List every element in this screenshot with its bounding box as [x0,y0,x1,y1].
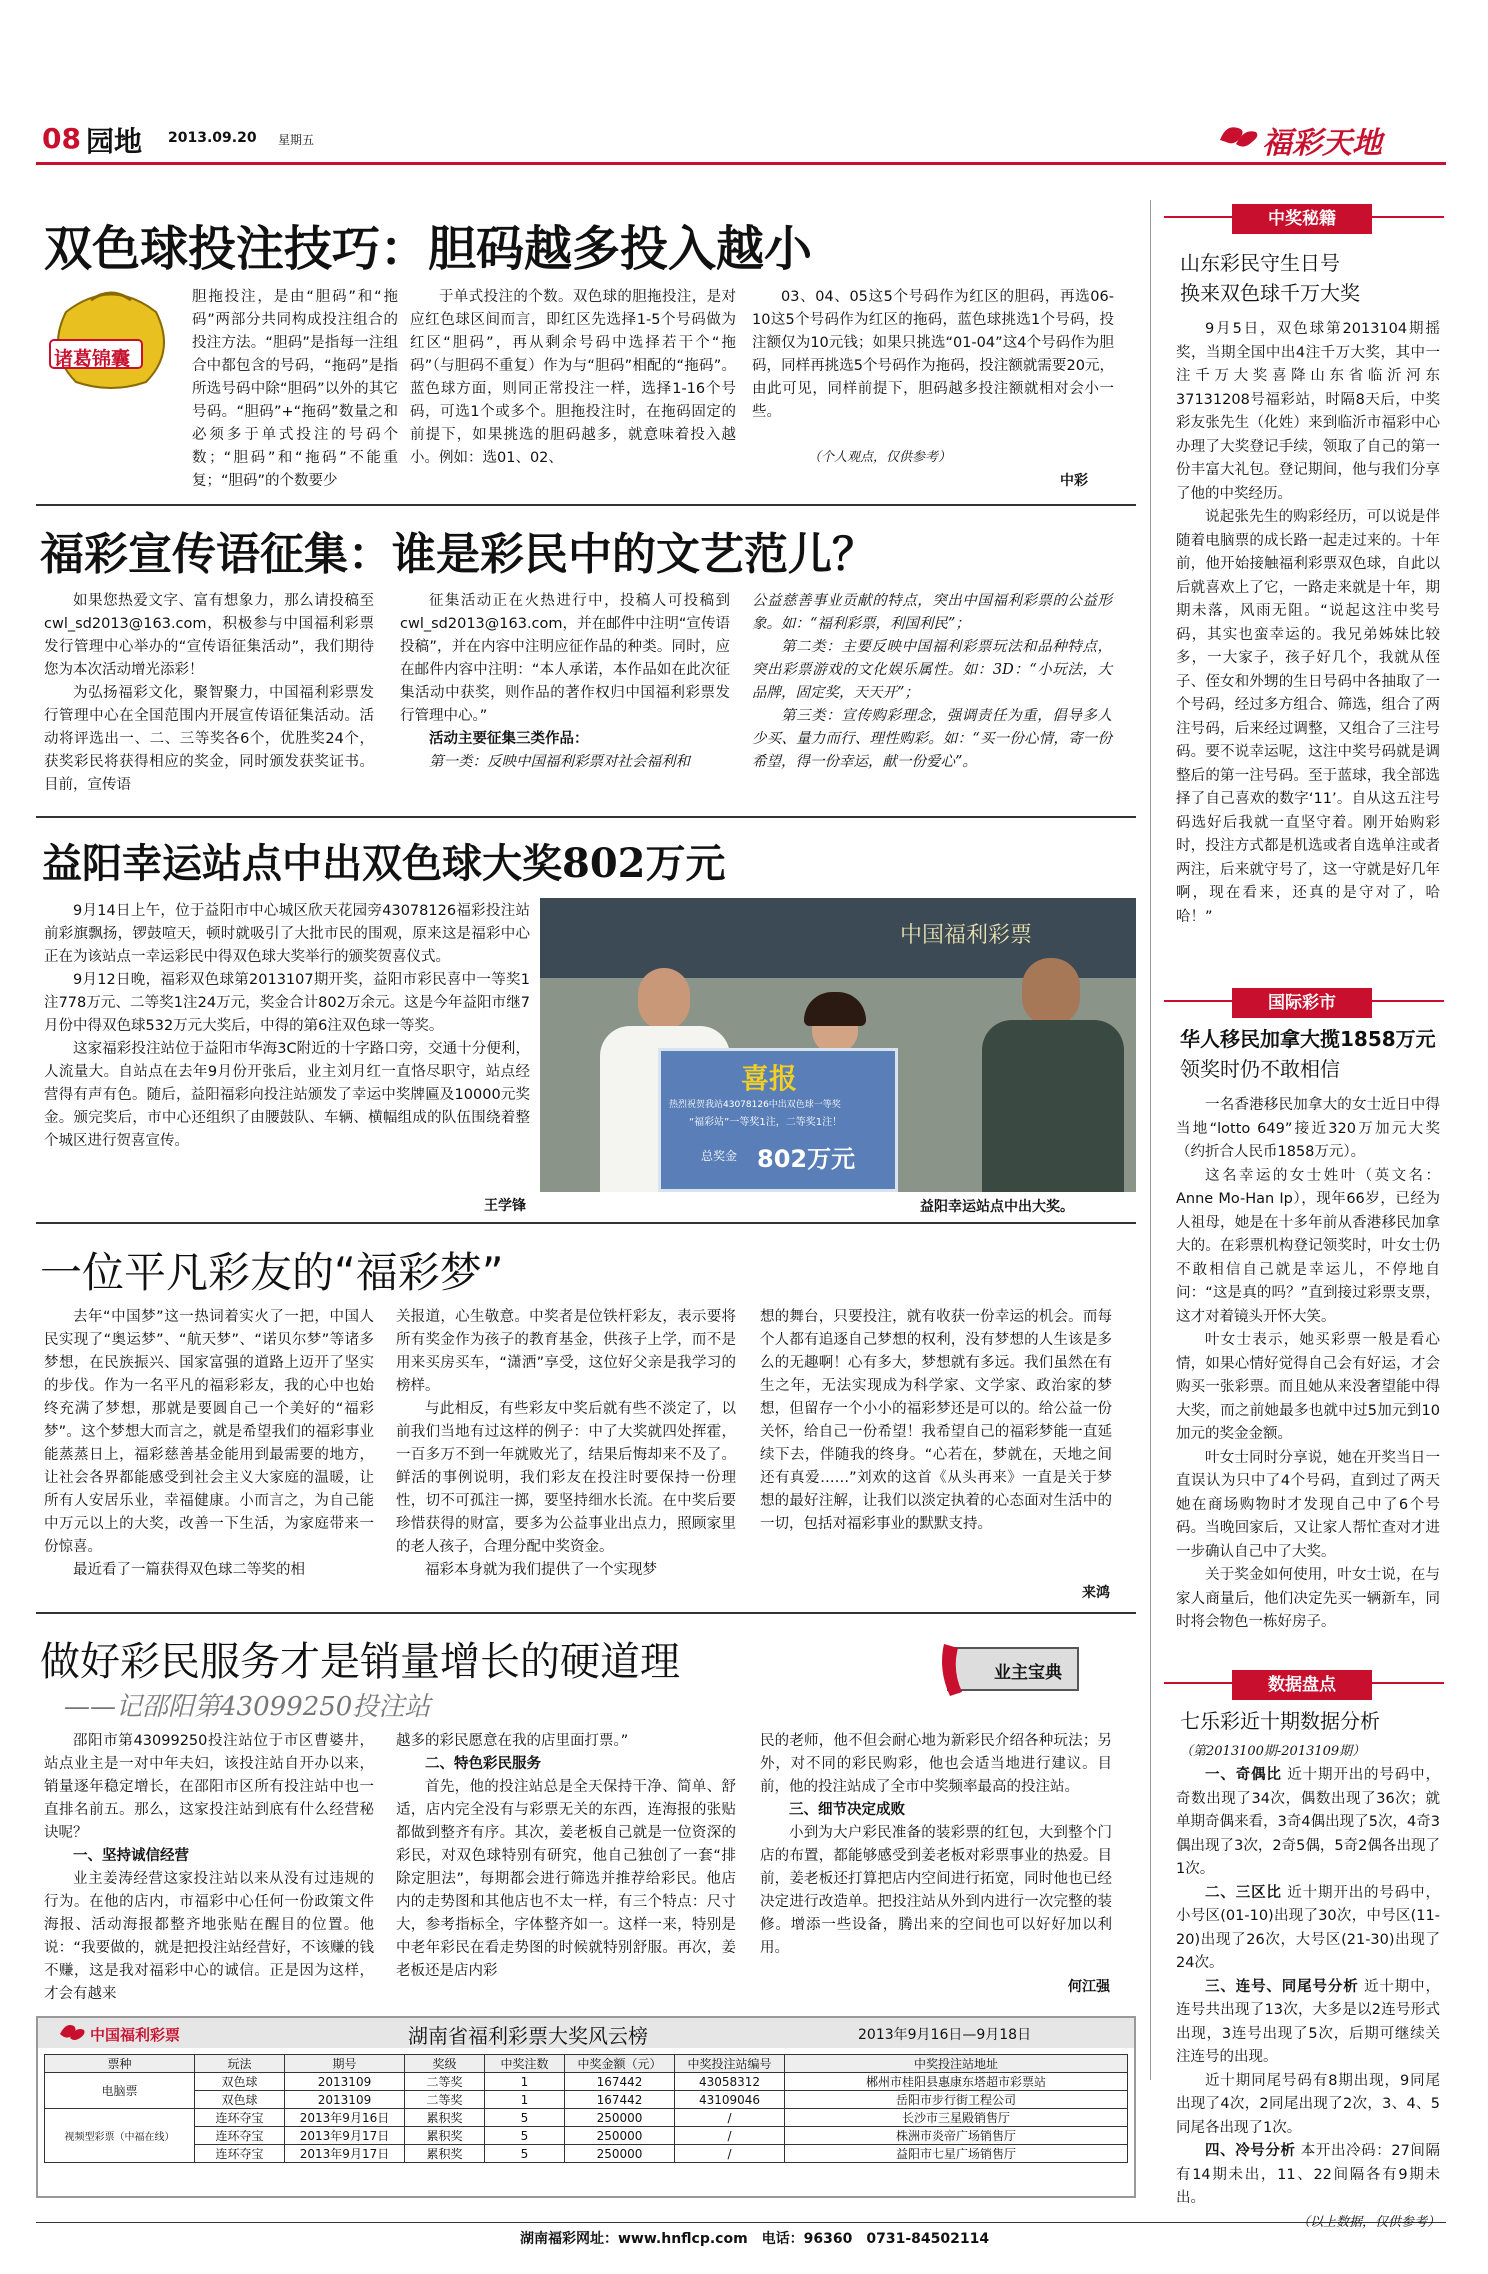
col-header-prize-level: 奖级 [405,2055,485,2073]
sidebar-sec3-i1: 近十期开出的号码中，奇数出现了34次，偶数出现了36次；就单期奇偶来看，3奇4偶出现了5次，4奇3偶出现了3次，2奇5偶，5奇2偶各出现了1次。 [1176,1767,1440,1877]
article2-col3-p3: 第三类：宣传购彩理念，强调责任为重，倡导多人少买、量力而行、理性购彩。如：“买一份心情，寄一份希望，得一份幸运，献一份爱心”。 [752,708,1112,770]
table-cell: 43109046 [675,2091,785,2109]
table-header-row [45,2055,1128,2073]
table-cell: 250000 [565,2109,675,2127]
table-row [45,2109,1128,2127]
article1-col3 [752,286,1114,462]
sidebar-sec2-p1: 一名香港移民加拿大的女士近日中得当地“lotto 649”接近320万加元大奖（约折合人民币1858万元）。 [1176,1097,1440,1160]
person-right [978,958,1128,1192]
table-cell: 1 [485,2073,565,2091]
article5-col2-p0: 越多的彩民愿意在我的店里面打票。” [396,1733,629,1749]
article4-col2-p3: 福彩本身就为我们提供了一个实现梦 [425,1562,657,1578]
masthead-rule [36,162,1446,165]
article4-col3 [760,1306,1112,1606]
sidebar-sec3-item3 [1176,1976,1440,2070]
lottery-table [44,2054,1128,2163]
article2-col2-p1: 征集活动正在火热进行中，投稿人可投稿到cwl_sd2013@163.com，并在邮件中注明“宣传语投稿”，并在内容中注明应征作品的种类。同时，应在邮件内容中注明：“本人承诺，本作品如在此次征集活动中获奖，则作品的著作权归中国福利彩票发行管理中心。” [400,593,730,724]
issue-weekday: 星期五 [278,133,315,147]
table-wrapper [44,2054,1128,2163]
article5-title: 做好彩民服务才是销量增长的硬道理 [40,1639,680,1685]
article4-col2-p2: 与此相反，有些彩友中奖后就有些不淡定了，以前我们当地有过这样的例子：中了大奖就四处挥霍，一百多万不到一年就败光了，结果后悔却来不及了。鲜活的事例说明，我们彩友在投注时要保持一份理性，切不可孤注一掷，要坚持细水长流。在中奖后要珍惜获得的财富，要多为公益事业出点力，照顾家里的老人孩子，合理分配中奖资金。 [396,1401,736,1555]
table-cell: 岳阳市步行街工程公司 [785,2091,1128,2109]
article5-tag [938,1640,1088,1700]
table-cell: 累积奖 [405,2127,485,2145]
article1-col2-text: 于单式投注的个数。双色球的胆拖投注，是对应红色球区间而言，即红区先选择1-5个号码做为红区“胆码”，再从剩余号码中选择若干个“拖码”（与胆码不重复）作为与“胆码”相配的“拖码”。蓝色球方面，则同正常投注一样，选择1-16个号码，可选1个或多个。胆拖投注时，在拖码固定的前提下，如果挑选的胆码越多，就意味着投入越小。例如：选01、02、 [410,289,736,466]
article3-p1: 9月14日上午，位于益阳市中心城区欣天花园旁43078126福彩投注站前彩旗飘扬，锣鼓喧天，顿时就吸引了大批市民的围观，原来这是福彩中心正在为该站点一幸运彩民中得双色球大奖举行的颁奖贺喜仪式。 [44,903,530,965]
article2-col1-p1: 如果您热爱文字、富有想象力，那么请投稿至cwl_sd2013@163.com，积极参与中国福利彩票发行管理中心举办的“宣传语征集活动”，我们期待您为本次活动增光添彩！ [44,593,374,678]
table-cell: 益阳市七星广场销售厅 [785,2145,1128,2163]
lottery-table-box [36,2016,1136,2198]
table-title: 湖南省福利彩票大奖风云榜 [408,2024,648,2048]
article5-col2-h2: 二、特色彩民服务 [425,1756,541,1772]
table-cell: 连环夺宝 [195,2145,285,2163]
table-logo-icon [58,2022,86,2048]
table-cell: 累积奖 [405,2109,485,2127]
article1-title: 双色球投注技巧：胆码越多投入越小 [44,221,813,277]
sidebar-sec3-i3-head: 三、连号、同尾号分析 [1205,1978,1359,1995]
table-cell: 累积奖 [405,2145,485,2163]
article1-byline: 中彩 [1060,473,1088,489]
article2-col1 [44,590,374,810]
article5-col2-p1: 首先，他的投注站总是全天保持干净、简单、舒适，店内完全没有与彩票无关的东西，连海报的张贴都做到整齐有序。其次，姜老板自己就是一位资深的彩民，对双色球特别有研究，他自己独创了一套“排除定胆法”，每期都会进行筛选并推荐给彩民。他店内的走势图和其他店也不太一样，有三个特点：尺寸大，参考指标全，字体整齐如一。这样一来，特别是中老年彩民在看走势图的时候就特别舒服。再次，姜老板还是店内彩 [396,1779,736,1979]
article2-col2 [400,590,730,810]
table-logo-text: 中国福利彩票 [90,2026,181,2044]
article5-col1-p1: 邵阳市第43099250投注站位于市区曹婆井，站点业主是一对中年夫妇，该投注站自开办以来，销量逐年稳定增长，在邵阳市区所有投注站中也一直排名前五。那么，这家投注站到底有什么经营秘诀呢？ [44,1733,374,1841]
article3-rule [36,1222,1136,1224]
article2-col3-p1: 公益慈善事业贡献的特点，突出中国福利彩票的公益形象。如：“福利彩票，利国利民”； [752,593,1112,632]
article5-col3-h3: 三、细节决定成败 [789,1802,905,1818]
table-row [45,2091,1128,2109]
article3-photo-caption: 益阳幸运站点中出大奖。 [920,1199,1074,1215]
sidebar-sec3-i2: 近十期开出的号码中，小号区(01-10)出现了30次，中号区(11-20)出现了26次，大号区(21-30)出现了24次。 [1176,1884,1440,1971]
masthead [36,118,1446,160]
article1-col2 [410,286,736,494]
page-number: 08 [42,122,81,155]
article1-col1 [192,286,398,489]
award-board-amount: 802万元 [757,1145,856,1173]
table-cell: 2013年9月17日 [285,2145,405,2163]
sidebar-sec3-item2 [1176,1882,1440,1976]
article5-col2 [396,1730,736,1998]
footer-text: 湖南福彩网址：www.hnflcp.com 电话：96360 0731-84502114 [520,2231,990,2247]
article5-byline: 何江强 [1068,1979,1110,1995]
sidebar-sec3-i3b: 近十期同尾号码有8期出现，9同尾出现了4次，2同尾出现了2次，3、4、5同尾各出现了1次。 [1176,2072,1440,2136]
article5-col3-p1: 小到为大户彩民准备的装彩票的红包，大到整个门店的布置，都能够感受到姜老板对彩票事业的热爱。目前，姜老板还打算把店内空间进行拓宽，同时他也已经决定进行改造单。把投注站从外到内进行一次完整的装修。增添一些设备，腾出来的空间也可以好好加以利用。 [760,1825,1112,1956]
table-cell: 5 [485,2109,565,2127]
table-cell: 2013年9月16日 [285,2109,405,2127]
sidebar-sec3-note: （以上数据，仅供参考） [1296,2214,1440,2230]
sidebar-sec2-title1: 华人移民加拿大揽1858万元 [1180,1027,1436,1051]
article2-col1-p2: 为弘扬福彩文化，聚智聚力，中国福利彩票发行管理中心在全国范围内开展宣传语征集活动。活动将评选出一、二、三等奖各6个，优胜奖24个，获奖彩民将获得相应的奖金，同时颁发获奖证书。目前，宣传语 [44,685,374,793]
article5-col3 [760,1730,1112,1998]
article5-tag-label: 业主宝典 [994,1663,1062,1683]
table-cell: 双色球 [195,2091,285,2109]
issue-date: 2013.09.20 [168,130,257,146]
sidebar-sec3-i1-head: 一、奇偶比 [1205,1767,1282,1783]
article5-col1-p2: 业主姜涛经营这家投注站以来从没有过违规的行为。在他的店内，市福彩中心任何一份政策文件海报、活动海报都整齐地张贴在醒目的位置。他说：“我要做的，就是把投注站经营好，不该赚的钱不赚，这是我对福彩中心的诚信。正是因为这样，才会有越来 [44,1871,374,2002]
article4-col1-p2: 最近看了一篇获得双色球二等奖的相 [73,1562,305,1578]
col-header-winning-count: 中奖注数 [485,2055,565,2073]
sidebar-sec2-title2: 领奖时仍不敢相信 [1180,1057,1340,1081]
table-cell: 1 [485,2091,565,2109]
group-name-video: 视频型彩票（中福在线） [45,2109,195,2163]
sidebar-sec3-i4: 本开出冷码：27间隔有14期未出，11、22间隔各有9期未出。 [1176,2143,1441,2206]
award-board-label: 总奖金 [701,1149,738,1163]
sidebar-sec1-text [1176,318,1440,982]
sidebar-sec3-item1 [1176,1764,1440,1882]
sidebar-sec3-tag: 数据盘点 [1232,1670,1372,1700]
article4-byline: 来鸿 [1082,1585,1110,1601]
sidebar-divider [1150,200,1151,2080]
table-cell: 167442 [565,2091,675,2109]
article1-logo-text: 诸葛锦囊 [54,348,131,370]
article1-rule [36,504,1136,506]
sidebar-sec1-title2: 换来双色球千万大奖 [1180,281,1360,305]
sidebar-sec1-p2: 说起张先生的购彩经历，可以说是伴随着电脑票的成长路一起走过来的。十年前，他开始接触福利彩票双色球，自此以后就喜欢上了它，一路走来就是十年，期期未落，风雨无阻。“说起这注中奖号码，其实也蛮幸运的。我兄弟姊妹比较多，一大家子，孩子好几个，我就从侄子、侄女和外甥的生日号码中各抽取了一个号码，经过多方组合、筛选，组合了两注号码，后来经过调整，又组合了三注号码。要不说幸运呢，这注中奖号码就是调整后的第一注号码。至于蓝球，我全部选择了自己喜欢的数字‘11’。自从这五注号码选好后我就一直坚守着。刚开始购彩时，投注方式都是机选或者自选单注或者两注，后来就守号了，这一守就是好几年啊，现在看来，还真的是守对了，哈哈！” [1176,509,1440,925]
table-cell: 2013109 [285,2091,405,2109]
sidebar-sec2-p5: 关于奖金如何使用，叶女士说，在与家人商量后，他们决定先买一辆新车，同时将会物色一栋好房子。 [1176,1567,1440,1630]
table-cell: / [675,2127,785,2145]
col-header-amount: 中奖金额（元） [565,2055,675,2073]
sidebar-sec1-tag: 中奖秘籍 [1232,204,1372,234]
sidebar-sec1-p1: 9月5日，双色球第2013104期摇奖，当期全国中出4注千万大奖，其中一注千万大奖喜降山东省临沂河东37131208号福彩站，时隔8天后，中奖彩友张先生（化姓）来到临沂市福彩中心办理了大奖登记手续，领取了自己的第一份丰富大礼包。登记期间，他与我们分享了他的中奖经历。 [1176,321,1440,502]
sidebar-sec3-item4 [1176,2140,1440,2211]
table-row [45,2073,1128,2091]
award-board [658,1048,898,1192]
article4-rule [36,1612,1136,1614]
article2-col2-cat1: 第一类：反映中国福利彩票对社会福利和 [429,754,690,770]
col-header-station-address: 中奖投注站地址 [785,2055,1128,2073]
table-cell: 连环夺宝 [195,2127,285,2145]
table-cell: 250000 [565,2145,675,2163]
article5-col3-p0: 民的老师，他不但会耐心地为新彩民介绍各种玩法；另外，对不同的彩民购彩，他也会适当地进行建议。目前，他的投注站成了全市中奖频率最高的投注站。 [760,1733,1112,1795]
table-cell: 5 [485,2145,565,2163]
col-header-station-id: 中奖投注站编号 [675,2055,785,2073]
table-cell: 郴州市桂阳县惠康东塔超市彩票站 [785,2073,1128,2091]
article1-col1-text: 胆拖投注，是由“胆码”和“拖码”两部分共同构成投注组合的投注方法。“胆码”是指每一注组合中都包含的号码，“拖码”是指所选号码中除“胆码”以外的其它号码。“胆码”+“拖码”数量之和必须多于单式投注的号码个数；“胆码”和“拖码”不能重复；“胆码”的个数要少 [192,289,398,489]
col-header-ticket-type: 票种 [45,2055,195,2073]
group-name-computer: 电脑票 [45,2073,195,2109]
table-cell: / [675,2109,785,2127]
col-header-game: 玩法 [195,2055,285,2073]
article2-col3 [752,590,1112,810]
article4-title: 一位平凡彩友的“福彩梦” [40,1248,504,1297]
article3-text [44,900,530,1210]
article5-col1 [44,1730,374,2002]
table-cell: 5 [485,2127,565,2145]
table-cell: 二等奖 [405,2073,485,2091]
article2-rule [36,816,1136,818]
table-cell: 株洲市炎帝广场销售厅 [785,2127,1128,2145]
table-row [45,2145,1128,2163]
table-cell: / [675,2145,785,2163]
col-header-issue: 期号 [285,2055,405,2073]
article1-note: （个人观点，仅供参考） [808,450,952,465]
table-cell: 167442 [565,2073,675,2091]
award-board-line2: “福彩站”一等奖1注，二等奖1注！ [689,1117,843,1128]
photo-sign-text: 中国福利彩票 [900,923,1033,948]
sidebar-sec3-text [1176,1764,1441,2230]
article4-col1 [44,1306,374,1606]
table-cell: 双色球 [195,2073,285,2091]
article2-title: 福彩宣传语征集：谁是彩民中的文艺范儿？ [40,529,876,580]
sidebar-sec2-p4: 叶女士同时分享说，她在开奖当日一直误认为只中了4个号码，直到过了两天她在商场购物时才发现自己中了6个号码。当晚回家后，又让家人帮忙查对才进一步确认自己中了大奖。 [1176,1449,1440,1560]
table-cell: 二等奖 [405,2091,485,2109]
section-name: 园地 [86,125,143,158]
article4-col2 [396,1306,736,1606]
table-cell: 250000 [565,2127,675,2145]
sidebar-sec2-text [1176,1094,1440,1642]
article4-col3-p1: 想的舞台，只要投注，就有收获一份幸运的机会。而每个人都有追逐自己梦想的权利，没有梦想的人生该是多么的无趣啊！心有多大，梦想就有多远。我们虽然在有生之年，无法实现成为科学家、文学家、政治家的梦想，但留存一个小小的福彩梦还是可以的。给公益一份关怀，给自己一份希望！我希望自己的福彩梦能一直延续下去，伴随我的终身。“心若在，梦就在，天地之间还有真爱……”刘欢的这首《从头再来》一直是关于梦想的最好注解，让我们以淡定执着的心态面对生活中的一切，包括对福彩事业的默默支持。 [760,1309,1112,1532]
article2-col3-p2: 第二类：主要反映中国福利彩票玩法和品种特点，突出彩票游戏的文化娱乐属性。如：3D：“小玩法，大品牌，固定奖，天天开”； [752,639,1112,701]
article4-col1-p1: 去年“中国梦”这一热词着实火了一把，中国人民实现了“奥运梦”、“航天梦”、“诺贝尔梦”等诸多梦想，在民族振兴、国家富强的道路上迈开了坚实的步伐。作为一名平凡的福彩彩友，我的心中也始终充满了梦想，那就是要圆自己一个美好的“福彩梦”。这个梦想大而言之，就是希望我们的福彩事业能蒸蒸日上，福彩慈善基金能用到最需要的地方，让社会各界都能感受到社会主义大家庭的温暖，让所有人安居乐业，幸福健康。小而言之，为自己能中万元以上的大奖，改善一下生活，为家庭带来一份惊喜。 [44,1309,374,1555]
sidebar-sec3-i2-head: 二、三区比 [1205,1884,1282,1901]
article3-photo [540,898,1136,1192]
sidebar-sec2-p3: 叶女士表示，她买彩票一般是看心情，如果心情好觉得自己会有好运，才会购买一张彩票。而且她从来没奢望能中得大奖，而之前她最多也就中过5加元到10加元的奖金金额。 [1176,1332,1440,1442]
table-cell: 2013109 [285,2073,405,2091]
article5-col1-h1: 一、坚持诚信经营 [73,1848,189,1864]
sidebar-sec3-i4-head: 四、冷号分析 [1205,2143,1296,2159]
article5-subtitle: ——记邵阳第43099250投注站 [64,1692,431,1722]
article3-byline: 王学锋 [484,1198,526,1214]
article1-col3-text: 03、04、05这5个号码作为红区的胆码，再选06-10这5个号码作为红区的拖码，蓝色球挑选1个号码，投注额仅为10元钱；如果只挑选“01-04”这4个号码作为胆码，同样再挑选5个号码作为拖码，投注额就需要20元，由此可见，同样前提下，胆码越多投注额就相对会小一些。 [752,289,1114,420]
sidebar-sec2-p2: 这名幸运的女士姓叶（英文名：Anne Mo-Han Ip），现年66岁，已经为人祖母，她是在十多年前从香港移民加拿大的。在彩票机构登记领奖时，叶女士仍不敢相信自己就是幸运儿，不停地自问：“这是真的吗？”直到接过彩票支票，这才对着镜头开怀大笑。 [1176,1167,1440,1325]
award-board-title: 喜报 [741,1062,798,1095]
table-cell: 43058312 [675,2073,785,2091]
brand-logo-icon [1216,120,1260,158]
table-cell: 长沙市三星殿销售厅 [785,2109,1128,2127]
sidebar-sec3-i3: 近十期中，连号共出现了13次，大多是以2连号形式出现，3连号出现了5次，后期可继续关注连号的出现。 [1176,1978,1440,2065]
article1-logo-icon [36,282,186,390]
article4-col2-p1: 关报道，心生敬意。中奖者是位铁杆彩友，表示要将所有奖金作为孩子的教育基金，供孩子上学，而不是用来买房买车，“潇洒”享受，这位好父亲是我学习的榜样。 [396,1309,736,1394]
brand-name: 福彩天地 [1262,126,1382,161]
article3-p3: 这家福彩投注站位于益阳市华海3C附近的十字路口旁，交通十分便利，人流量大。自站点在去年9月份开张后，业主刘月红一直恪尽职守，站点经营得有声有色。随后，益阳福彩向投注站颁发了幸运中奖牌匾及10000元奖金。颁完奖后，市中心还组织了由腰鼓队、车辆、横幅组成的队伍围绕着整个城区进行贺喜宣传。 [44,1041,530,1149]
table-row [45,2127,1128,2145]
table-cell: 连环夺宝 [195,2109,285,2127]
article3-p2: 9月12日晚，福彩双色球第2013107期开奖，益阳市彩民喜中一等奖1注778万元、二等奖1注24万元，奖金合计802万余元。这是今年益阳市继7月份中得双色球532万元大奖后，中得的第6注双色球一等奖。 [44,972,530,1034]
sidebar-sec3-title1: 七乐彩近十期数据分析 [1180,1709,1380,1733]
sidebar-sec3-range: （第2013100期-2013109期） [1180,1744,1366,1759]
table-date-range: 2013年9月16日—9月18日 [858,2027,1032,2043]
article2-col2-sub: 活动主要征集三类作品： [429,731,589,747]
award-board-line1: 热烈祝贺我站43078126中出双色球一等奖 [669,1100,841,1110]
sidebar-sec2-tag: 国际彩市 [1232,988,1372,1018]
table-cell: 2013年9月17日 [285,2127,405,2145]
article3-title: 益阳幸运站点中出双色球大奖802万元 [42,840,726,887]
sidebar-sec1-title1: 山东彩民守生日号 [1180,251,1340,275]
